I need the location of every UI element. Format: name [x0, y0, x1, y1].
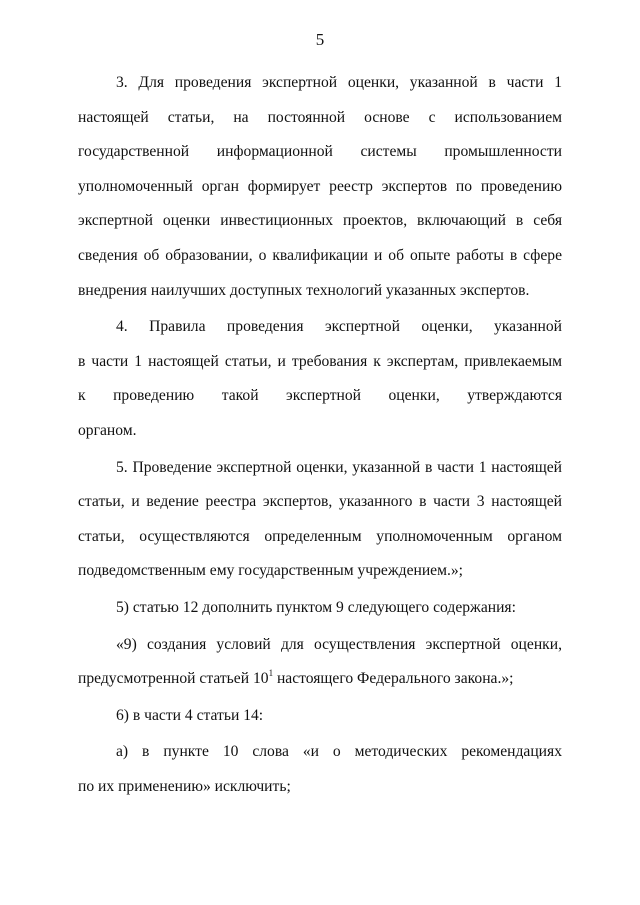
amendment-quote-9 — [78, 628, 562, 697]
text-line: а) в пункте 10 слова «и о методических рекомендациях — [116, 743, 562, 761]
text-line: 6) в части 4 статьи 14: — [116, 706, 264, 724]
text-fragment: настоящего Федерального закона.»; — [273, 670, 514, 688]
text-line: настоящей статьи, на постоянной основе с использованием — [78, 108, 562, 126]
document-body — [78, 66, 562, 806]
text-line-with-superscript — [78, 662, 562, 697]
text-line: 5) статью 12 дополнить пунктом 9 следующего содержания: — [116, 598, 516, 616]
text-line: статьи, осуществляются определенным уполномоченным органом — [78, 527, 562, 545]
text-fragment: предусмотренной статьей 10 — [78, 670, 269, 688]
text-line: сведения об образовании, о квалификации и об опыте работы в сфере — [78, 246, 562, 264]
amendment-item-5 — [78, 591, 562, 626]
text-line: государственной информационной системы промышленности — [78, 143, 562, 161]
text-line: внедрения наилучших доступных технологий указанных экспертов. — [78, 281, 530, 299]
text-line: по их применению» исключить; — [78, 777, 291, 795]
text-line: подведомственным ему государственным учреждением.»; — [78, 562, 463, 580]
text-line: уполномоченный орган формирует реестр экспертов по проведению — [78, 177, 562, 195]
paragraph-3 — [78, 66, 562, 308]
paragraph-4 — [78, 310, 562, 448]
text-line: «9) создания условий для осуществления экспертной оценки, — [116, 635, 562, 653]
page-number: 5 — [315, 30, 325, 49]
amendment-item-6 — [78, 699, 562, 734]
superscript: 1 — [268, 668, 274, 679]
amendment-subitem-a — [78, 735, 562, 804]
text-line: 4. Правила проведения экспертной оценки, указанной — [116, 318, 562, 336]
text-line: 3. Для проведения экспертной оценки, указанной в части 1 — [116, 74, 562, 91]
text-line: органом. — [78, 421, 137, 439]
text-line: экспертной оценки инвестиционных проектов, включающий в себя — [78, 212, 562, 230]
text-line: к проведению такой экспертной оценки, утверждаются — [78, 387, 562, 405]
text-line: в части 1 настоящей статьи, и требования к экспертам, привлекаемым — [78, 352, 562, 370]
paragraph-5 — [78, 451, 562, 589]
text-line: 5. Проведение экспертной оценки, указанной в части 1 настоящей — [116, 458, 562, 476]
text-line: статьи, и ведение реестра экспертов, указанного в части 3 настоящей — [78, 493, 562, 511]
